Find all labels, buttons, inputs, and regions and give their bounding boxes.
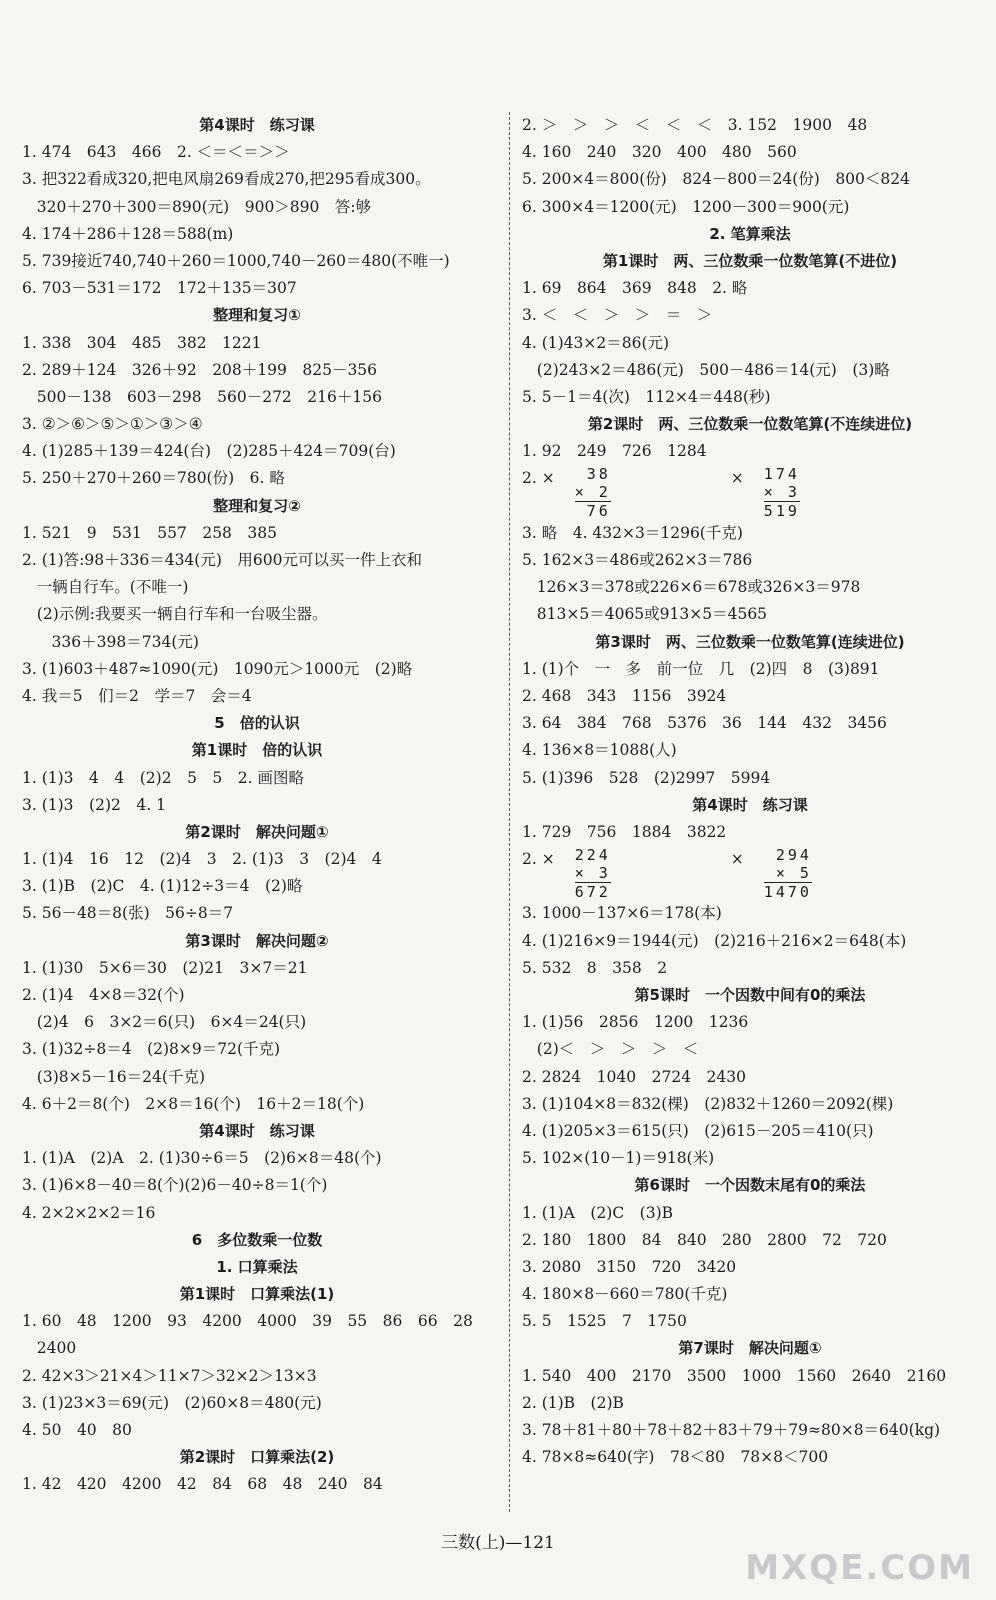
- multiplier: × 2: [574, 483, 611, 502]
- section-heading: 第6课时 一个因数末尾有0的乘法: [634, 1176, 866, 1195]
- wrong-mark: 2. ×: [522, 850, 555, 869]
- answer-line: 2. 2824 1040 2724 2430: [522, 1067, 747, 1086]
- section-heading: 第1课时 倍的认识: [191, 741, 323, 760]
- answer-line: 5. 5－1＝4(次) 112×4＝448(秒): [522, 387, 771, 406]
- answer-line: 2. 289＋124 326＋92 208＋199 825－356: [22, 360, 378, 379]
- answer-line: 4. 180×8－660＝780(千克): [522, 1285, 728, 1304]
- multiplier: × 3: [574, 864, 611, 883]
- multiplicand: 38: [586, 465, 611, 484]
- answer-line: 4. 50 40 80: [22, 1421, 132, 1439]
- answer-line: 3. 64 384 768 5376 36 144 432 3456: [522, 714, 887, 733]
- answer-line: 3. 略 4. 432×3＝1296(千克): [522, 523, 743, 542]
- answer-line: 4. 174＋286＋128＝588(m): [22, 224, 234, 243]
- product: 672: [574, 883, 611, 902]
- answer-line: 3. 1000－137×6＝178(本): [522, 904, 722, 923]
- section-heading: 第7课时 解决问题①: [678, 1339, 822, 1358]
- answer-line: 1. 729 756 1884 3822: [522, 822, 727, 841]
- section-heading: 第2课时 解决问题①: [185, 822, 329, 841]
- answer-line: 2400: [22, 1339, 77, 1358]
- multiplicand: 224: [574, 846, 611, 865]
- answer-line: 3. ②＞⑥＞⑤＞①＞③＞④: [22, 415, 203, 434]
- section-heading: 1. 口算乘法: [216, 1257, 298, 1276]
- answer-line: 3. (1)603＋487≈1090(元) 1090元＞1000元 (2)略: [22, 659, 413, 678]
- answer-line: 4. 6＋2＝8(个) 2×8＝16(个) 16＋2＝18(个): [22, 1094, 365, 1113]
- section-heading: 第1课时 口算乘法(1): [179, 1285, 335, 1304]
- answer-line: (2)示例:我要买一辆自行车和一台吸尘器。: [22, 605, 328, 624]
- answer-line: 3. 把322看成320,把电风扇269看成270,把295看成300。: [22, 170, 431, 189]
- answer-line: 336＋398＝734(元): [22, 632, 199, 651]
- answer-line: (3)8×5－16＝24(千克): [22, 1067, 205, 1086]
- right-column: [522, 112, 978, 1471]
- answer-line: 5. 56－48＝8(张) 56÷8＝7: [22, 904, 234, 923]
- answer-line: 1. 92 249 726 1284: [522, 442, 707, 461]
- answer-line: 1. 338 304 485 382 1221: [22, 333, 262, 352]
- vertical-multiplication: [522, 846, 978, 900]
- answer-line: 2. (1)答:98＋336＝434(元) 用600元可以买一件上衣和: [22, 551, 422, 569]
- answer-line: 6. 703－531＝172 172＋135＝307: [22, 279, 297, 298]
- answer-line: 1. 474 643 466 2. ＜＝＜＝＞＞: [22, 143, 290, 162]
- answer-line: 5. 250＋270＋260＝780(份) 6. 略: [22, 469, 285, 488]
- answer-line: 2. 180 1800 84 840 280 2800 72 720: [522, 1230, 887, 1249]
- section-heading: 第4课时 练习课: [199, 1121, 315, 1140]
- answer-line: 4. (1)285＋139＝424(台) (2)285＋424＝709(台): [22, 442, 396, 461]
- section-heading: 第2课时 两、三位数乘一位数笔算(不连续进位): [587, 415, 913, 434]
- answer-line: 4. 160 240 320 400 480 560: [522, 143, 797, 162]
- answer-line: 3. (1)6×8－40＝8(个)(2)6－40÷8＝1(个): [22, 1176, 328, 1195]
- section-heading: 整理和复习①: [213, 306, 301, 325]
- answer-line: (2)243×2＝486(元) 500－486＝14(元) (3)略: [522, 360, 890, 379]
- answer-line: 4. 136×8＝1088(人): [522, 741, 677, 760]
- section-heading: 5 倍的认识: [214, 714, 300, 733]
- section-heading: 第4课时 练习课: [692, 795, 808, 814]
- answer-line: 320＋270＋300＝890(元) 900＞890 答:够: [22, 197, 372, 216]
- answer-line: (2)＜ ＞ ＞ ＞ ＜: [522, 1040, 699, 1059]
- vertical-calc-a: [575, 465, 611, 520]
- answer-line: (2)4 6 3×2＝6(只) 6×4＝24(只): [22, 1013, 307, 1032]
- answer-line: 1. (1)个 一 多 前一位 几 (2)四 8 (3)891: [522, 659, 880, 678]
- answer-line: 3. ＜ ＜ ＞ ＞ ＝ ＞: [522, 306, 713, 325]
- answer-line: 1. 42 420 4200 42 84 68 48 240 84: [22, 1475, 383, 1494]
- multiplicand: 294: [775, 846, 812, 865]
- answer-line: 5. (1)396 528 (2)2997 5994: [522, 768, 771, 787]
- answer-line: 1. 69 864 369 848 2. 略: [522, 279, 748, 298]
- answer-line: 一辆自行车。(不唯一): [22, 578, 189, 597]
- product: 519: [763, 502, 800, 521]
- section-heading: 2. 笔算乘法: [709, 224, 791, 243]
- section-heading: 第4课时 练习课: [199, 116, 315, 134]
- section-heading: 第5课时 一个因数中间有0的乘法: [634, 986, 866, 1005]
- vertical-calc-b: [764, 846, 812, 901]
- section-heading: 第2课时 口算乘法(2): [179, 1448, 335, 1467]
- multiplier: × 5: [775, 864, 812, 883]
- answer-line: 500－138 603－298 560－272 216＋156: [22, 387, 382, 406]
- multiplicand: 174: [763, 465, 800, 484]
- watermark-logo: MXQE.COM: [745, 1548, 974, 1588]
- vertical-calc-a: [575, 846, 611, 901]
- answer-line: 4. (1)216×9＝1944(元) (2)216＋216×2＝648(本): [522, 931, 907, 950]
- vertical-calc-b: [764, 465, 800, 520]
- product: 1470: [763, 883, 812, 902]
- wrong-mark: 2. ×: [522, 469, 555, 488]
- answer-line: 5. 102×(10－1)＝918(米): [522, 1149, 715, 1168]
- wrong-mark: ×: [730, 850, 744, 869]
- answer-line: 813×5＝4065或913×5＝4565: [522, 605, 768, 624]
- left-column: [22, 112, 492, 1499]
- answer-line: 2. 468 343 1156 3924: [522, 686, 727, 705]
- multiplier: × 3: [763, 483, 800, 502]
- answer-line: 2. (1)B (2)B: [522, 1393, 624, 1412]
- answer-line: 4. (1)205×3＝615(只) (2)615－205＝410(只): [522, 1121, 874, 1140]
- answer-line: 3. 78＋81＋80＋78＋82＋83＋79＋79≈80×8＝640(kg): [522, 1421, 941, 1440]
- answer-line: 126×3＝378或226×6＝678或326×3＝978: [522, 578, 861, 597]
- answer-line: 3. 2080 3150 720 3420: [522, 1257, 737, 1276]
- answer-line: 1. (1)30 5×6＝30 (2)21 3×7＝21: [22, 958, 308, 977]
- answer-line: 1. 540 400 2170 3500 1000 1560 2640 2160: [522, 1366, 947, 1385]
- answer-line: 5. 162×3＝486或262×3＝786: [522, 551, 753, 570]
- section-heading: 第3课时 两、三位数乘一位数笔算(连续进位): [595, 632, 905, 651]
- answer-line: 3. (1)23×3＝69(元) (2)60×8＝480(元): [22, 1393, 322, 1412]
- answer-line: 4. 2×2×2×2＝16: [22, 1203, 156, 1222]
- answer-line: 1. (1)4 16 12 (2)4 3 2. (1)3 3 (2)4 4: [22, 850, 382, 869]
- page-footer: 三数(上)—121: [441, 1533, 555, 1553]
- answer-line: 4. 我＝5 们＝2 学＝7 会＝4: [22, 686, 252, 705]
- answer-line: 1. (1)A (2)C (3)B: [522, 1203, 674, 1222]
- answer-line: 1. 521 9 531 557 258 385: [22, 523, 278, 542]
- answer-line: 1. (1)3 4 4 (2)2 5 5 2. 画图略: [22, 768, 305, 787]
- section-heading: 第1课时 两、三位数乘一位数笔算(不进位): [602, 251, 898, 270]
- vertical-multiplication: [522, 465, 978, 519]
- answer-line: 2. 42×3＞21×4＞11×7＞32×2＞13×3: [22, 1366, 317, 1385]
- answer-line: 1. (1)56 2856 1200 1236: [522, 1013, 749, 1032]
- answer-line: 5. 200×4＝800(份) 824－800＝24(份) 800＜824: [522, 170, 910, 189]
- product: 76: [575, 501, 611, 520]
- section-heading: 整理和复习②: [213, 496, 301, 515]
- answer-line: 3. (1)B (2)C 4. (1)12÷3＝4 (2)略: [22, 877, 303, 896]
- answer-line: 5. 5 1525 7 1750: [522, 1312, 687, 1331]
- answer-line: 5. 532 8 358 2: [522, 958, 668, 977]
- answer-line: 1. (1)A (2)A 2. (1)30÷6＝5 (2)6×8＝48(个): [22, 1149, 382, 1168]
- answer-line: 5. 739接近740,740＋260＝1000,740－260＝480(不唯一): [22, 251, 450, 270]
- answer-line: 4. 78×8≈640(字) 78＜80 78×8＜700: [522, 1448, 829, 1467]
- answer-line: 3. (1)3 (2)2 4. 1: [22, 795, 166, 814]
- column-divider: [509, 112, 510, 1512]
- answer-line: 3. (1)104×8＝832(棵) (2)832＋1260＝2092(棵): [522, 1094, 894, 1113]
- answer-line: 2. (1)4 4×8＝32(个): [22, 986, 185, 1004]
- wrong-mark: ×: [730, 469, 744, 488]
- answer-line: 2. ＞ ＞ ＞ ＜ ＜ ＜ 3. 152 1900 48: [522, 116, 868, 134]
- answer-line: 6. 300×4＝1200(元) 1200－300＝900(元): [522, 197, 850, 216]
- section-heading: 第3课时 解决问题②: [185, 931, 329, 950]
- answer-line: 1. 60 48 1200 93 4200 4000 39 55 86 66 28: [22, 1312, 473, 1331]
- section-heading: 6 多位数乘一位数: [191, 1230, 323, 1249]
- answer-line: 3. (1)32÷8＝4 (2)8×9＝72(千克): [22, 1040, 281, 1059]
- answer-line: 4. (1)43×2＝86(元): [522, 333, 670, 352]
